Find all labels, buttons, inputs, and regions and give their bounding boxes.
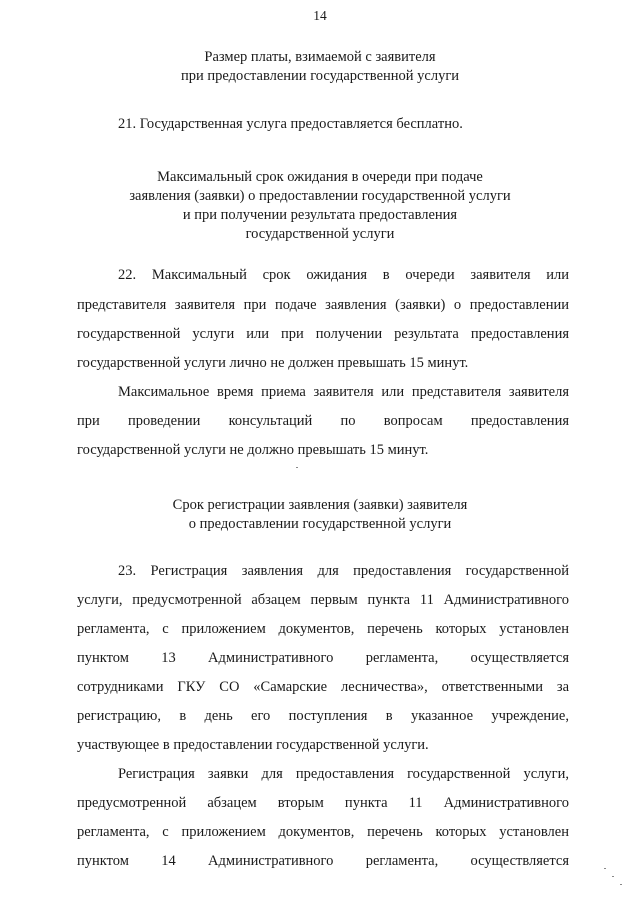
paragraph-line: государственной услуги лично не должен превышать 15 минут. <box>77 355 469 371</box>
paragraph-line: 21. Государственная услуга предоставляется бесплатно. <box>118 116 463 132</box>
paragraph-line: сотрудниками ГКУ СО «Самарские лесничества», ответственными за <box>77 679 569 695</box>
paragraph-line: 23. Регистрация заявления для предоставления государственной <box>118 563 569 579</box>
paragraph-line: при проведении консультаций по вопросам предоставления <box>77 413 569 429</box>
scan-speck <box>620 884 622 885</box>
section-heading-registration <box>60 496 580 534</box>
paragraph-line: представителя заявителя при подаче заявления (заявки) о предоставлении <box>77 297 569 313</box>
paragraph-line: государственной услуги или при получении результата предоставления <box>77 326 569 342</box>
heading-line: Размер платы, взимаемой с заявителя <box>204 49 436 65</box>
page-number: 14 <box>313 8 327 23</box>
section-heading-wait <box>60 168 580 244</box>
paragraph-line: предусмотренной абзацем вторым пункта 11 Административного <box>77 795 569 811</box>
heading-line: заявления (заявки) о предоставлении государственной услуги <box>129 188 511 204</box>
paragraph-line: 22. Максимальный срок ожидания в очереди заявителя или <box>118 267 569 283</box>
scan-speck <box>612 876 614 877</box>
heading-line: Срок регистрации заявления (заявки) заявителя <box>172 497 468 513</box>
paragraph-line: регламента, с приложением документов, перечень которых установлен <box>77 621 569 637</box>
paragraph-line: пунктом 14 Административного регламента, осуществляется <box>77 853 569 869</box>
paragraph-line: Регистрация заявки для предоставления государственной услуги, <box>118 766 569 782</box>
heading-line: о предоставлении государственной услуги <box>188 516 452 532</box>
paragraph-line: пунктом 13 Административного регламента, осуществляется <box>77 650 569 666</box>
paragraph-line: услуги, предусмотренной абзацем первым пункта 11 Административного <box>77 592 569 608</box>
heading-line: при предоставлении государственной услуги <box>180 68 460 84</box>
paragraph-line: участвующее в предоставлении государственной услуги. <box>77 737 429 753</box>
paragraph-line: Максимальное время приема заявителя или представителя заявителя <box>118 384 569 400</box>
heading-line: государственной услуги <box>245 226 395 242</box>
heading-line: и при получении результата предоставления <box>182 207 458 223</box>
scan-speck <box>604 868 606 869</box>
heading-line: Максимальный срок ожидания в очереди при подаче <box>157 169 483 185</box>
paragraph-line: регистрацию, в день его поступления в указанное учреждение, <box>77 708 569 724</box>
paragraph-line: государственной услуги не должно превышать 15 минут. <box>77 442 429 458</box>
scan-speck <box>296 467 298 468</box>
paragraph-line: регламента, с приложением документов, перечень которых установлен <box>77 824 569 840</box>
section-heading-fee <box>60 48 580 86</box>
